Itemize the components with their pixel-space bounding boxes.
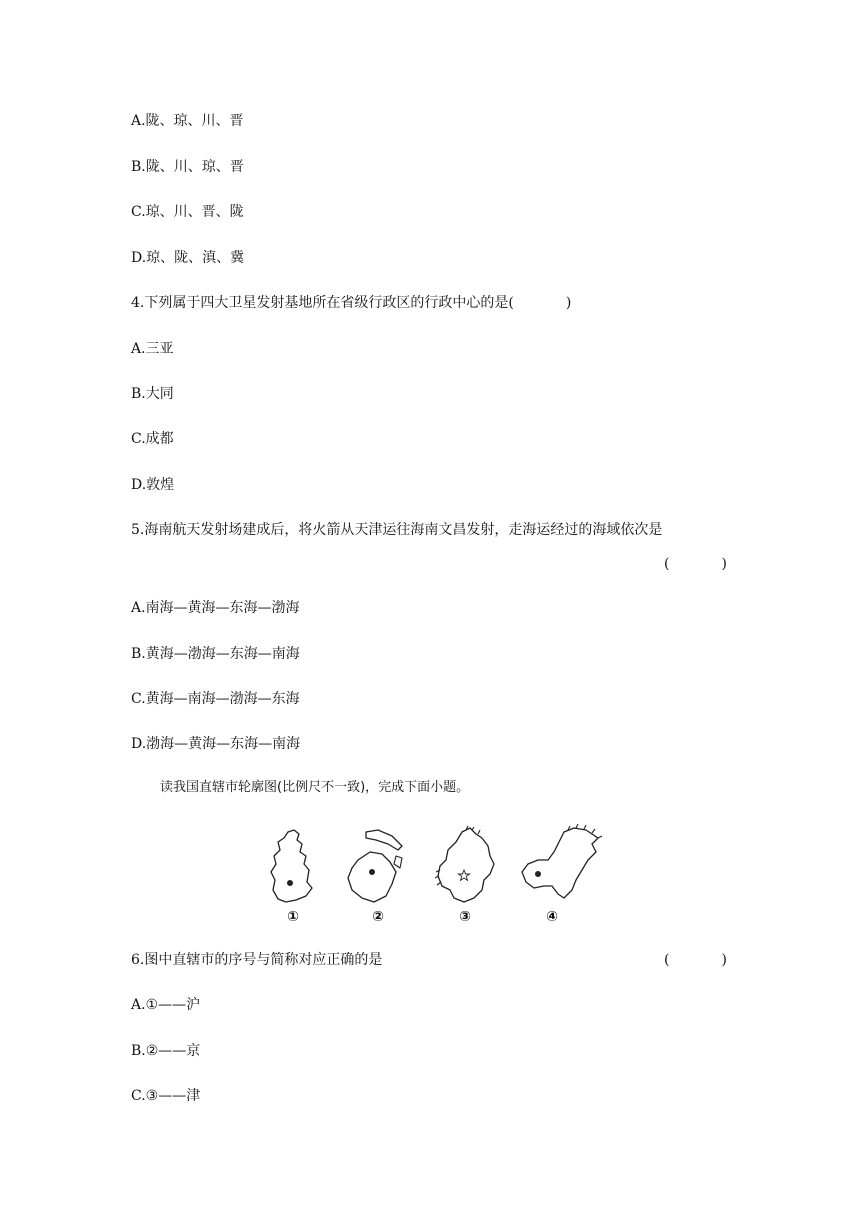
q4-option-c: C.成都 [131, 431, 174, 447]
q5-option-a: A.南海—黄海—东海—渤海 [131, 600, 300, 616]
q3-option-a: A.陇、琼、川、晋 [131, 113, 244, 129]
q5-option-c: C.黄海—南海—渤海—东海 [131, 691, 300, 707]
q6-option-a: A.①——沪 [131, 997, 201, 1013]
q5-answer-parens [664, 555, 734, 573]
map-label-1: ① [287, 909, 299, 925]
map-4-outline [518, 824, 604, 908]
q5-option-b: B.黄海—渤海—东海—南海 [131, 646, 300, 662]
q4-option-b: B.大同 [131, 386, 174, 402]
q4-stem-text: 4.下列属于四大卫星发射基地所在省级行政区的行政中心的是( [131, 295, 514, 311]
q6-paren-close: ) [721, 952, 727, 968]
q5-stem: 5.海南航天发射场建成后，将火箭从天津运往海南文昌发射，走海运经过的海域依次是 [131, 522, 663, 538]
figure-intro: 读我国直辖市轮廓图(比例尺不一致)，完成下面小题。 [160, 780, 470, 795]
q6-paren-open: ( [664, 952, 670, 968]
q6-answer-parens [664, 951, 734, 969]
q5-option-d: D.渤海—黄海—东海—南海 [131, 736, 301, 752]
q4-option-d: D.敦煌 [131, 477, 175, 493]
q6-option-b: B.②——京 [131, 1043, 201, 1059]
map-label-3: ③ [459, 909, 471, 925]
q4-stem-close: ) [565, 295, 572, 311]
q3-option-b: B.陇、川、琼、晋 [131, 159, 244, 175]
map-label-2: ② [372, 909, 384, 925]
q6-stem: 6.图中直辖市的序号与简称对应正确的是 [131, 952, 383, 968]
q3-option-c: C.琼、川、晋、陇 [131, 204, 244, 220]
q3-option-d: D.琼、陇、滇、冀 [131, 250, 245, 266]
q4-stem [131, 294, 571, 312]
map-2-outline [344, 826, 412, 906]
q6-option-c: C.③——津 [131, 1088, 201, 1104]
map-1-outline [266, 826, 316, 906]
map-label-4: ④ [546, 909, 558, 925]
q4-option-a: A.三亚 [131, 341, 174, 357]
q5-paren-open: ( [664, 556, 670, 572]
map-3-outline [432, 824, 502, 908]
q5-paren-close: ) [721, 556, 727, 572]
municipality-outline-maps [256, 824, 606, 928]
